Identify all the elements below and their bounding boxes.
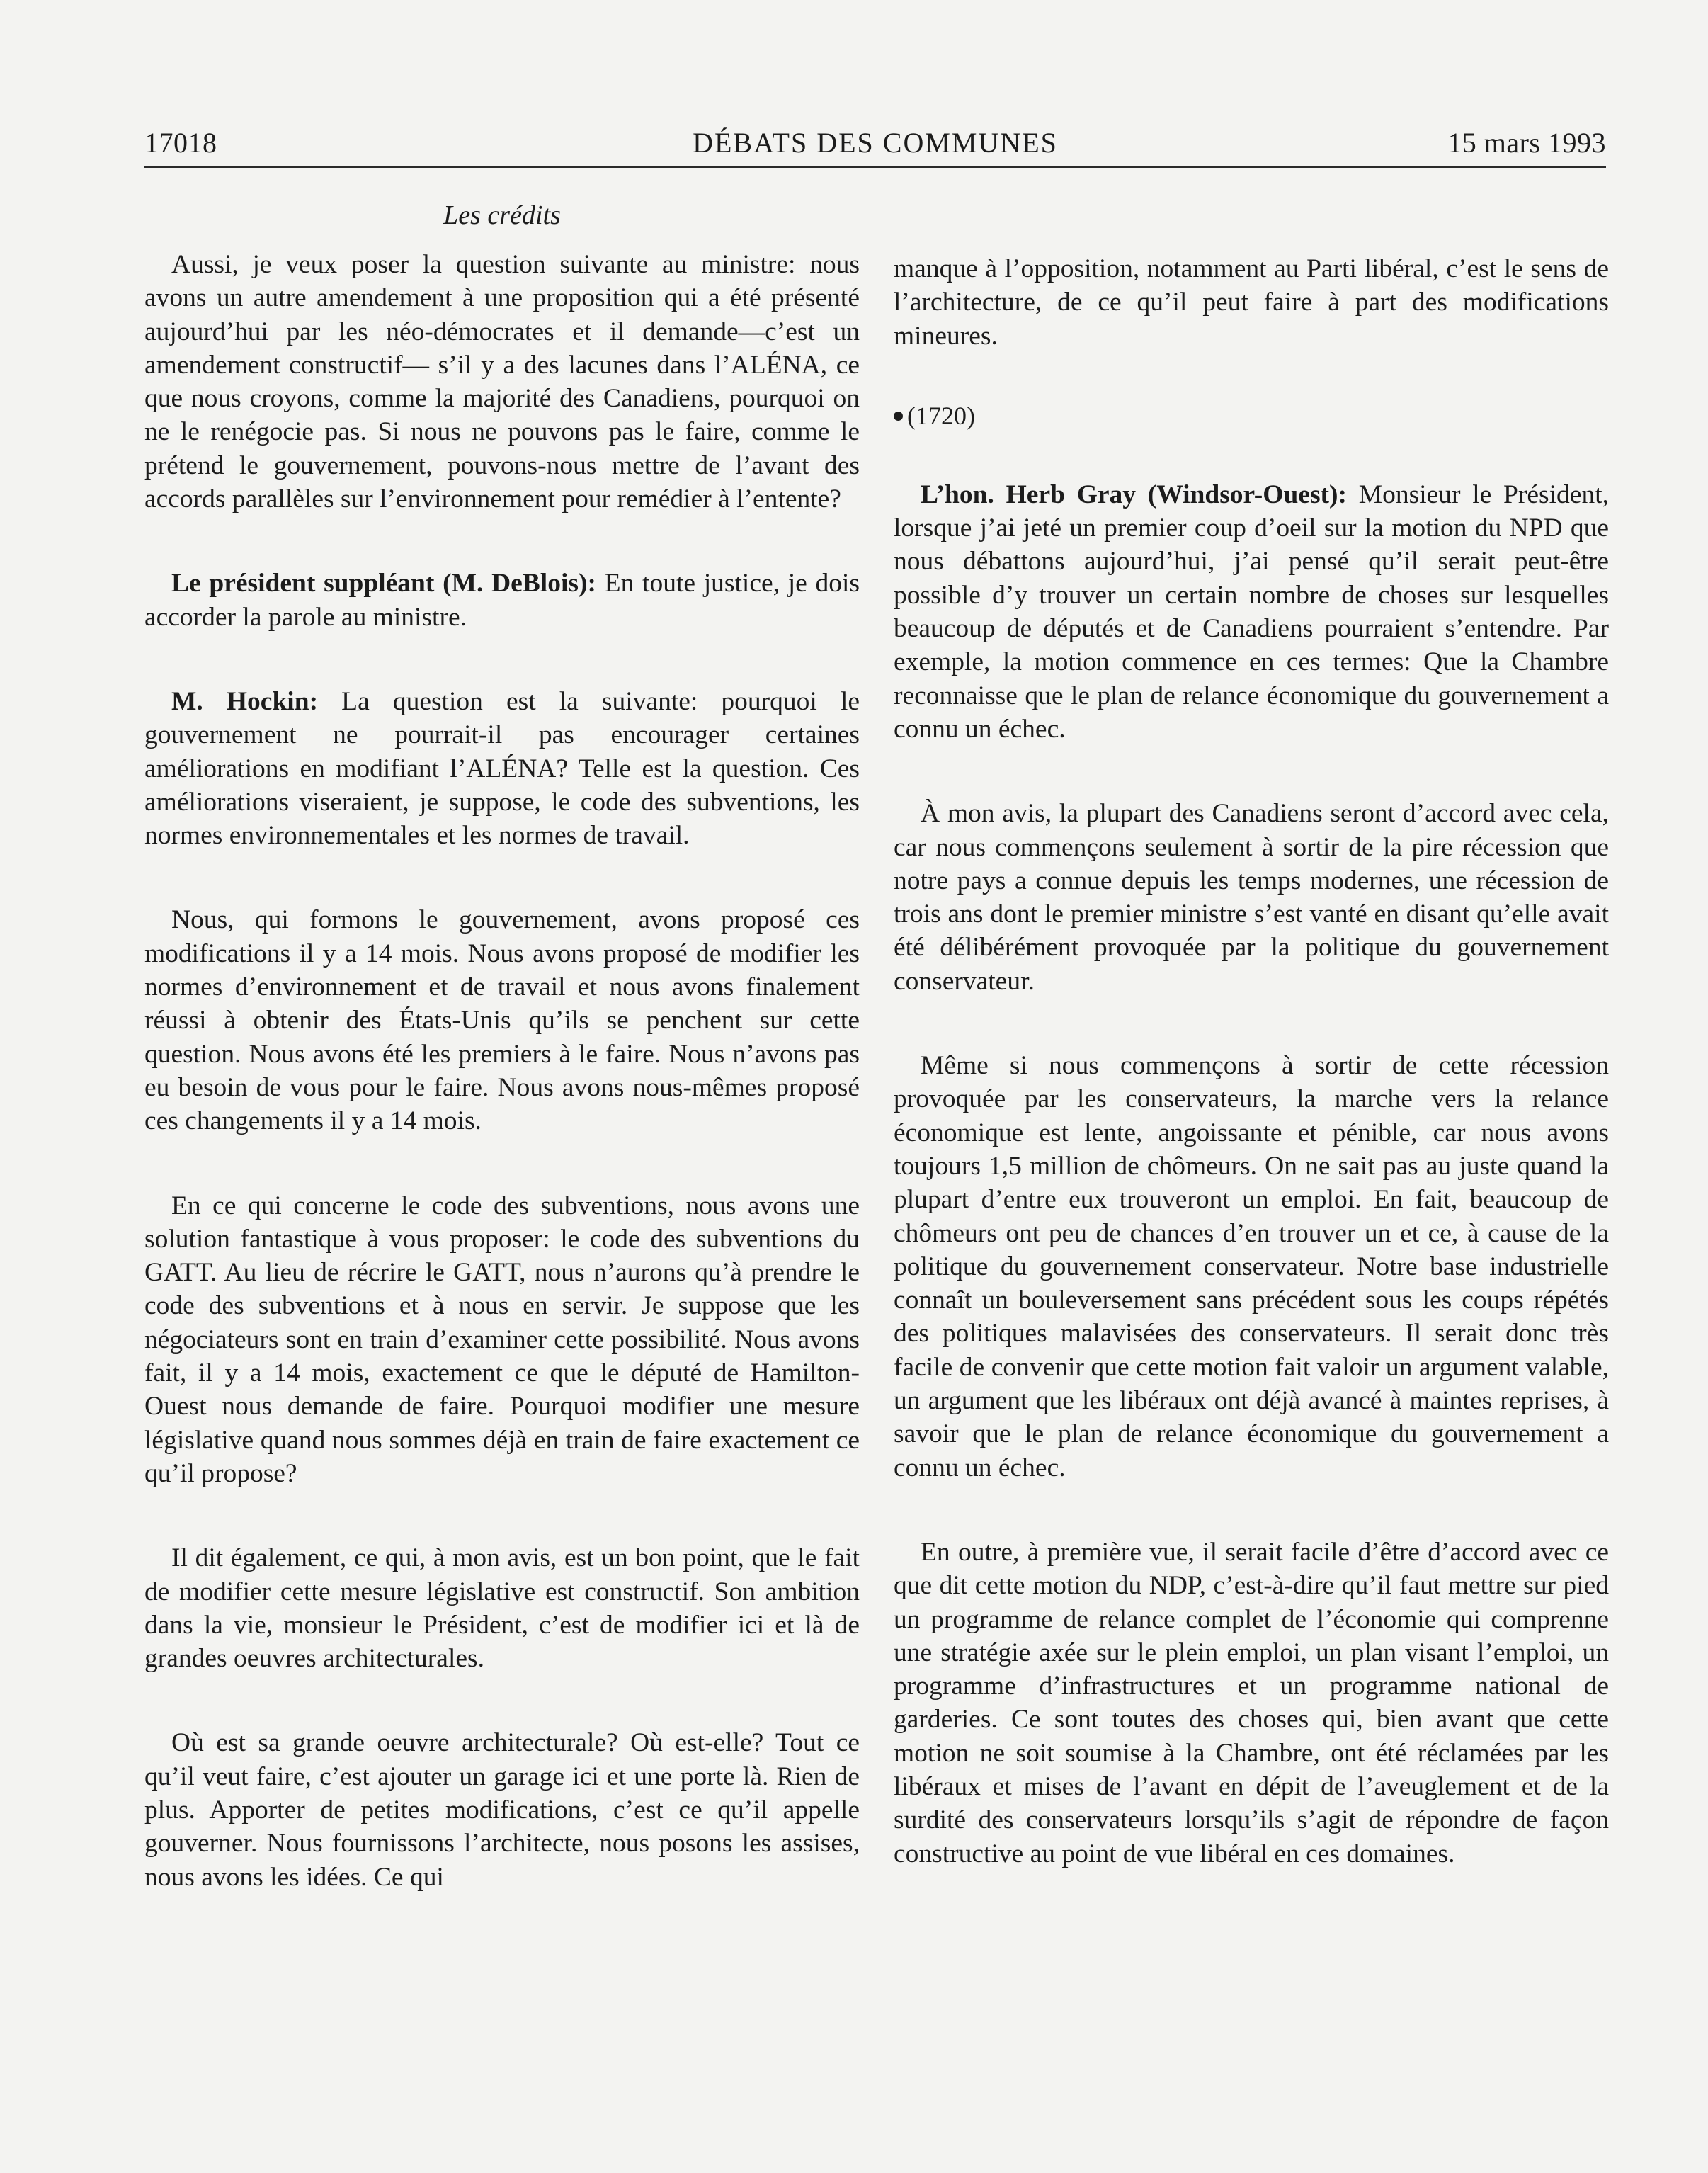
- speaker-name: Le président suppléant (M. DeBlois):: [171, 569, 596, 598]
- timestamp: [894, 399, 1609, 433]
- paragraph: En outre, à première vue, il serait facile d’être d’accord avec ce que dit cette motion du NDP, c’est-à-dire qu’il faut mettre sur pied un programme de relance complet de l’économie qui comprenne une stratégie axée sur le plein emploi, un plan visant l’emploi, un programme d’infrastructures et un programme national de garderies. Ce sont toutes des choses qui, bien avant que cette motion ne soit soumise à la Chambre, ont été réclamées par les libéraux et mises de l’avant en dépit de l’aveuglement et de la surdité des conservateurs lorsqu’ils s’agit de répondre de façon constructive au point de vue libéral en ces domaines.: [894, 1537, 1609, 1868]
- paragraph: Il dit également, ce qui, à mon avis, est un bon point, que le fait de modifier cette mesure législative est constructif. Son ambition dans la vie, monsieur le Président, c’est de modifier ici et là de grandes oeuvres architecturales.: [144, 1543, 860, 1674]
- paragraph: Nous, qui formons le gouvernement, avons proposé ces modifications il y a 14 mois. Nous avons proposé de modifier les normes d’environnement et de travail et nous avons finalement réussi à obtenir des États-Unis qu’ils se penchent sur cette question. Nous avons été les premiers à le faire. Nous n’avons pas eu besoin de vous pour le faire. Nous avons nous-mêmes proposé ces changements il y a 14 mois.: [144, 905, 860, 1136]
- timestamp-text: (1720): [907, 401, 975, 430]
- speech-text: En toute justice, je dois accorder la parole au ministre.: [144, 569, 860, 632]
- speech-text: La question est la suivante: pourquoi le gouvernement ne pourrait-il pas encourager certaines améliorations en modifiant l’ALÉNA? Telle est la question. Ces améliorations viseraient, je suppose, le code des subventions, les normes environnementales et les normes de travail.: [144, 686, 860, 851]
- journal-title: DÉBATS DES COMMUNES: [693, 127, 1058, 159]
- bullet-icon: [894, 412, 903, 421]
- speech-text: Monsieur le Président, lorsque j’ai jeté un premier coup d’oeil sur la motion du NPD que nous débattons aujourd’hui, j’ai pensé qu’il serait peut-être possible d’y trouver un certain nombre de choses sur lesquelles beaucoup de députés et de Canadiens pourraient s’entendre. Par exemple, la motion commence en ces termes: Que la Chambre reconnaisse que le plan de relance économique du gouvernement a connu un échec.: [894, 480, 1609, 744]
- paragraph: Où est sa grande oeuvre architecturale? Où est-elle? Tout ce qu’il veut faire, c’est ajouter un garage ici et une porte là. Rien de plus. Apporter de petites modifications, c’est ce qu’il appelle gouverner. Nous fournissons l’architecte, nous posons les assises, nous avons les idées. Ce qui: [144, 1728, 860, 1892]
- speech-paragraph: [144, 685, 860, 852]
- page-date: 15 mars 1993: [1447, 127, 1606, 159]
- paragraph-continued: manque à l’opposition, notamment au Parti libéral, c’est le sens de l’architecture, de ce qu’il peut faire à part des modifications mineures.: [894, 254, 1609, 351]
- paragraph: Même si nous commençons à sortir de cette récession provoquée par les conservateurs, la marche vers la relance économique est lente, angoissante et pénible, car nous avons toujours 1,5 million de chômeurs. On ne sait pas au juste quand la plupart d’entre eux trouveront un emploi. En fait, beaucoup de chômeurs ont peu de chances d’en trouver un et ce, à cause de la politique du gouvernement conservateur. Notre base industrielle connaît un bouleversement sans précédent sous les coups répétés des politiques malavisées des conservateurs. Il serait donc très facile de convenir que cette motion fait valoir un argument valable, un argument que les libéraux ont déjà avancé à maintes reprises, à savoir que le plan de relance économique du gouvernement a connu un échec.: [894, 1051, 1609, 1482]
- left-column: [144, 248, 860, 1928]
- speech-paragraph: [894, 478, 1609, 746]
- right-column: [894, 252, 1609, 1905]
- page-number: 17018: [144, 127, 217, 159]
- speaker-name: M. Hockin:: [171, 686, 319, 716]
- page-header: [144, 119, 1606, 169]
- paragraph: Aussi, je veux poser la question suivante au ministre: nous avons un autre amendement à une proposition qui a été présenté aujourd’hui par les néo-démocrates et il demande—c’est un amendement constructif— s’il y a des lacunes dans l’ALÉNA, ce que nous croyons, comme la majorité des Canadiens, pourquoi on ne le renégocie pas. Si nous ne pouvons pas le faire, comme le prétend le gouvernement, pouvons-nous mettre de l’avant des accords parallèles sur l’environnement pour remédier à l’entente?: [144, 250, 860, 514]
- header-divider: [144, 166, 1606, 168]
- paragraph: À mon avis, la plupart des Canadiens seront d’accord avec cela, car nous commençons seulement à sortir de la pire récession que notre pays a connue depuis les temps modernes, une récession de trois ans dont le premier ministre s’est vanté en disant qu’elle avait été délibérément provoquée par la politique du gouvernement conservateur.: [894, 799, 1609, 996]
- speaker-name: L’hon. Herb Gray (Windsor-Ouest):: [921, 480, 1348, 509]
- speech-paragraph: [144, 567, 860, 634]
- section-heading: Les crédits: [443, 200, 561, 230]
- paragraph: En ce qui concerne le code des subventions, nous avons une solution fantastique à vous proposer: le code des subventions du GATT. Au lieu de récrire le GATT, nous n’aurons qu’à prendre le code des subventions et à nous en servir. Je suppose que les négociateurs sont en train d’examiner cette possibilité. Nous avons fait, il y a 14 mois, exactement ce que le député de Hamilton-Ouest nous demande de faire. Pourquoi modifier une mesure législative quand nous sommes déjà en train de faire exactement ce qu’il propose?: [144, 1191, 860, 1488]
